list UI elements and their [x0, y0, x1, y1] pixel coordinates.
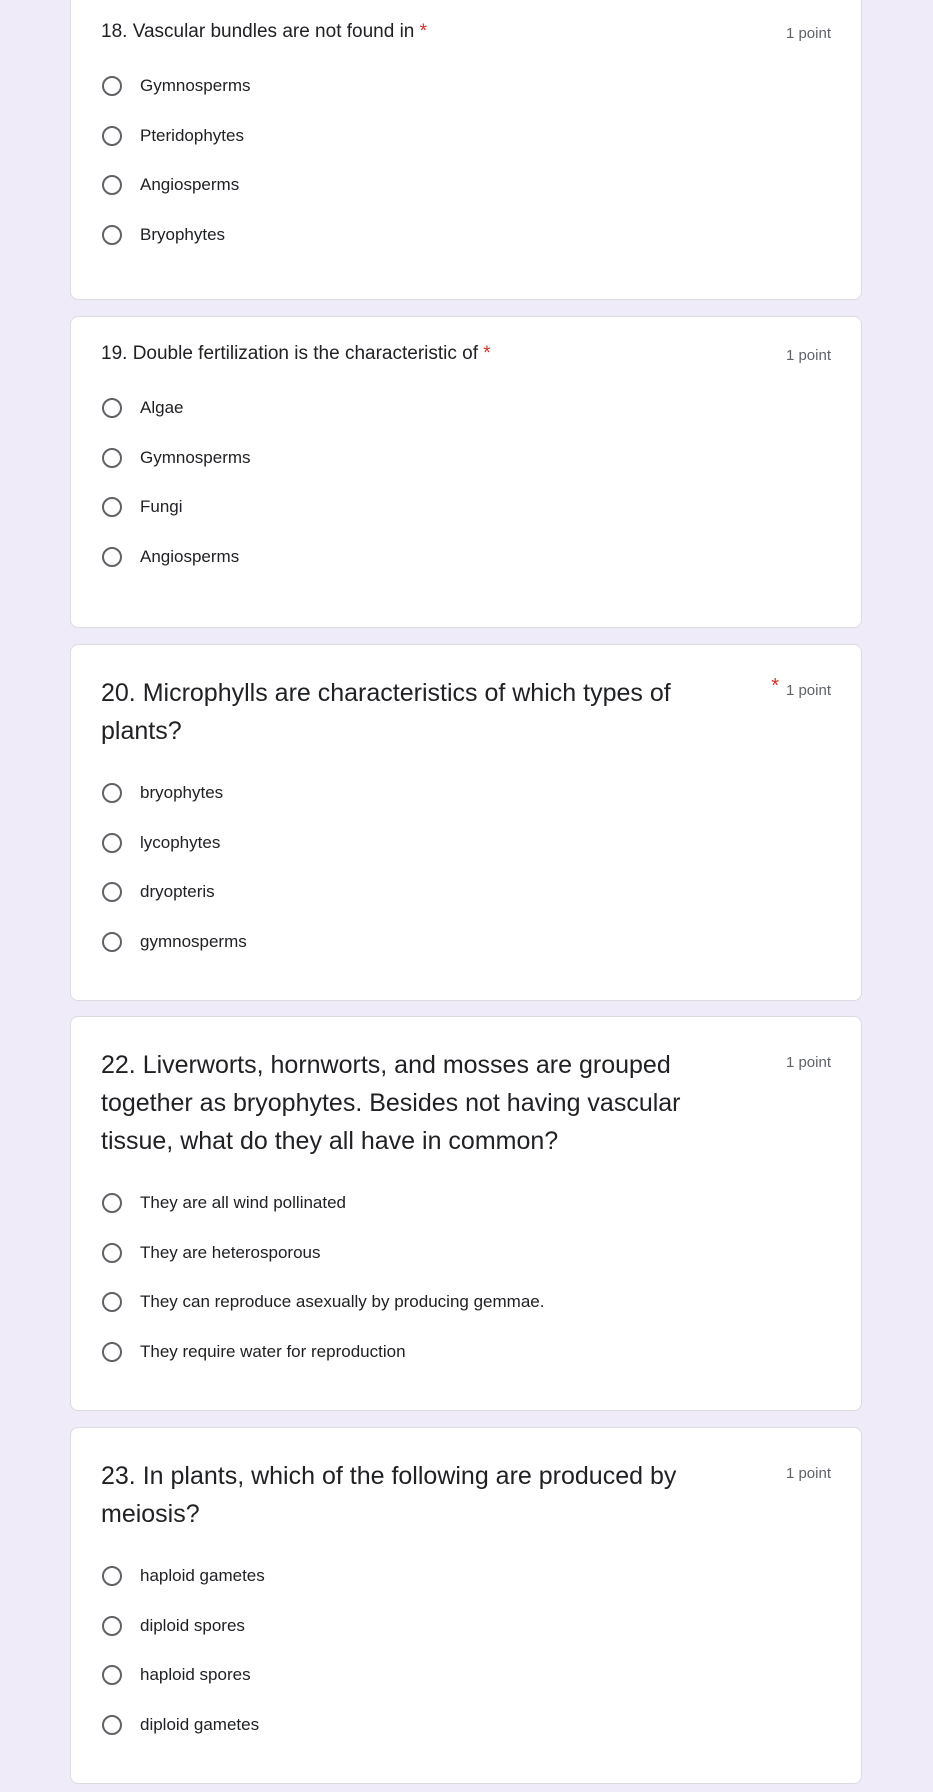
- option-label: diploid spores: [140, 1615, 245, 1635]
- radio-option[interactable]: [101, 1277, 831, 1327]
- radio-button[interactable]: [102, 1616, 122, 1636]
- radio-option[interactable]: [101, 61, 831, 111]
- option-label: Angiosperms: [140, 175, 240, 195]
- radio-option[interactable]: [101, 532, 831, 582]
- radio-option[interactable]: [101, 482, 831, 532]
- radio-button[interactable]: [102, 1715, 122, 1735]
- radio-button[interactable]: [102, 497, 122, 517]
- required-asterisk: *: [483, 343, 491, 364]
- radio-option[interactable]: [101, 1228, 831, 1278]
- option-label: Gymnosperms: [140, 75, 251, 95]
- radio-option[interactable]: [101, 1650, 831, 1700]
- question-header: [101, 342, 831, 366]
- question-header: [101, 1046, 831, 1160]
- radio-option[interactable]: [101, 867, 831, 917]
- radio-button[interactable]: [102, 1193, 122, 1213]
- radio-option[interactable]: [101, 1700, 831, 1750]
- option-label: gymnosperms: [140, 931, 247, 951]
- radio-button[interactable]: [102, 932, 122, 952]
- question-header: [101, 1457, 831, 1533]
- radio-option[interactable]: [101, 768, 831, 818]
- question-card-20: [70, 644, 862, 1001]
- option-label: They require water for reproduction: [140, 1341, 406, 1361]
- question-header: [101, 20, 831, 44]
- option-label: haploid spores: [140, 1665, 251, 1685]
- option-label: They can reproduce asexually by producing gemmae.: [140, 1292, 545, 1312]
- radio-option[interactable]: [101, 111, 831, 161]
- required-asterisk: *: [419, 21, 428, 42]
- radio-button[interactable]: [102, 1342, 122, 1362]
- option-label: bryophytes: [140, 782, 224, 802]
- points-label: 1 point: [785, 347, 831, 364]
- question-title: 19. Double fertilization is the characteristic of *: [101, 343, 491, 364]
- question-title: 22. Liverworts, hornworts, and mosses are grouped together as bryophytes. Besides not having vascular tissue, what do they all have in common?: [101, 1051, 681, 1155]
- question-title: 18. Vascular bundles are not found in *: [101, 21, 428, 42]
- radio-group: [101, 61, 831, 260]
- radio-option[interactable]: [101, 433, 831, 483]
- radio-option[interactable]: [101, 383, 831, 433]
- question-title: 23. In plants, which of the following are produced by meiosis?: [101, 1462, 677, 1528]
- option-label: They are all wind pollinated: [140, 1192, 347, 1212]
- option-label: Angiosperms: [140, 546, 240, 566]
- question-card-22: [70, 1016, 862, 1411]
- question-card-19: [70, 316, 862, 628]
- option-label: Gymnosperms: [140, 447, 251, 467]
- radio-group: [101, 768, 831, 967]
- points-label: 1 point: [785, 1054, 831, 1071]
- option-label: Algae: [140, 397, 184, 417]
- question-card-23: [70, 1427, 862, 1784]
- radio-option[interactable]: [101, 1178, 831, 1228]
- question-card-18: [70, 0, 862, 300]
- radio-button[interactable]: [102, 882, 122, 902]
- radio-button[interactable]: [102, 76, 122, 96]
- radio-button[interactable]: [102, 448, 122, 468]
- radio-group: [101, 1178, 831, 1377]
- radio-group: [101, 383, 831, 582]
- radio-button[interactable]: [102, 833, 122, 853]
- option-label: lycophytes: [140, 832, 221, 852]
- radio-option[interactable]: [101, 917, 831, 967]
- radio-option[interactable]: [101, 818, 831, 868]
- radio-button[interactable]: [102, 783, 122, 803]
- option-label: They are heterosporous: [140, 1242, 321, 1262]
- radio-option[interactable]: [101, 210, 831, 260]
- option-label: Pteridophytes: [140, 125, 244, 145]
- question-title: 20. Microphylls are characteristics of which types of plants?: [101, 679, 671, 745]
- option-label: Bryophytes: [140, 224, 226, 244]
- points-label: 1 point: [785, 682, 831, 699]
- radio-option[interactable]: [101, 1601, 831, 1651]
- radio-button[interactable]: [102, 175, 122, 195]
- radio-button[interactable]: [102, 1243, 122, 1263]
- question-header: [101, 674, 831, 750]
- radio-button[interactable]: [102, 547, 122, 567]
- option-label: diploid gametes: [140, 1714, 260, 1734]
- radio-button[interactable]: [102, 1566, 122, 1586]
- option-label: Fungi: [140, 497, 183, 517]
- radio-option[interactable]: [101, 1551, 831, 1601]
- required-asterisk: *: [771, 675, 779, 697]
- points-label: 1 point: [785, 25, 831, 42]
- option-label: haploid gametes: [140, 1565, 265, 1585]
- radio-option[interactable]: [101, 160, 831, 210]
- radio-option[interactable]: [101, 1327, 831, 1377]
- radio-button[interactable]: [102, 126, 122, 146]
- radio-button[interactable]: [102, 225, 122, 245]
- points-label: 1 point: [785, 1465, 831, 1482]
- radio-button[interactable]: [102, 398, 122, 418]
- radio-button[interactable]: [102, 1665, 122, 1685]
- option-label: dryopteris: [140, 882, 215, 902]
- radio-group: [101, 1551, 831, 1750]
- radio-button[interactable]: [102, 1292, 122, 1312]
